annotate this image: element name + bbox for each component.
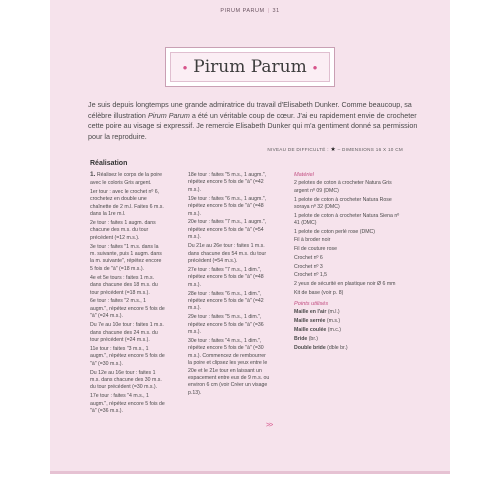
material-item: Crochet nº 1,5	[294, 272, 328, 279]
point-item	[294, 345, 404, 352]
point-abbr: (dble br.)	[325, 345, 348, 352]
title-dot-right: •	[312, 59, 318, 75]
material-item: 2 pelotes de coton à crocheter Natura Gris argent nº 09 (DMC)	[294, 180, 392, 194]
material-item: Fil de couture rose	[294, 246, 337, 253]
title-dot-left: •	[182, 59, 188, 75]
point-abbr: (br.)	[307, 336, 318, 343]
intro-paragraph	[88, 100, 418, 142]
point-abbr: (m.l.)	[326, 309, 340, 316]
title-frame	[165, 47, 335, 87]
point-name: Maille serrée	[294, 318, 326, 325]
difficulty-label: NIVEAU DE DIFFICULTÉ :	[267, 147, 329, 152]
point-item	[294, 336, 404, 343]
difficulty-line	[50, 146, 403, 153]
star-icon: ★	[330, 147, 337, 153]
instructions-column-2	[188, 172, 271, 399]
point-abbr: (m.c.)	[326, 327, 341, 334]
material-item: Fil à broder noir	[294, 237, 331, 244]
instruction-row: 19e tour : faites "6 m.s., 1 augm.", répétez encore 5 fois de "à" (=48 m.s.).	[188, 195, 267, 217]
section-title-realisation: Réalisation	[90, 160, 128, 167]
instruction-row: 29e tour : faites "5 m.s., 1 dim.", répétez encore 5 fois de "à" (=36 m.s.).	[188, 314, 264, 336]
instruction-row: 20e tour : faites "7 m.s., 1 augm.", répétez encore 5 fois de "à" (=54 m.s.).	[188, 219, 267, 241]
page-number: 31	[272, 8, 280, 14]
material-item: Crochet nº 6	[294, 254, 323, 261]
running-title: PIRUM PARUM	[220, 8, 265, 14]
next-page-arrow-icon[interactable]: >>	[266, 422, 273, 429]
material-item: 1 pelote de coton à crocheter Natura Rose soraya nº 32 (DMC)	[294, 196, 392, 210]
materials-title: Matériel	[294, 172, 314, 178]
step-intro	[90, 171, 165, 187]
point-item	[294, 309, 404, 316]
point-name: Bride	[294, 336, 308, 343]
page-title: Pirum Parum	[193, 57, 307, 77]
instruction-row: 18e tour : faites "5 m.s., 1 augm.", répétez encore 5 fois de "à" (=42 m.s.).	[188, 172, 267, 193]
material-item: 1 pelote de coton perlé rose (DMC)	[294, 228, 376, 235]
material-item: 2 yeux de sécurité en plastique noir Ø 6 mm	[294, 280, 396, 287]
instruction-row: 4e et 5e tours : faites 1 m.s. dans chacune des 18 m.s. du tour précédent (=18 m.s.).	[90, 274, 158, 296]
instruction-row: Du 7e au 10e tour : faites 1 m.s. dans chacune des 24 m.s. du tour précédent (=24 m.s.).	[90, 322, 164, 343]
instruction-row: 3e tour : faites "1 m.s. dans la m. suivante, puis 1 augm. dans la m. suivante", répétez encore 5 fois de "à" (=18 m.s.).	[90, 243, 162, 272]
instruction-row: 2e tour : faites 1 augm. dans chacune des m.s. du tour précédent (=12 m.s.).	[90, 219, 156, 241]
point-abbr: (m.s.)	[325, 318, 341, 325]
points-title: Points utilisés	[294, 301, 329, 308]
running-header	[50, 8, 450, 14]
material-item: Kit de base (voir p. 8)	[294, 289, 344, 296]
material-item: 1 pelote de coton à crocheter Natura Siena nº 41 (DMC)	[294, 212, 400, 227]
instruction-row: 1er tour : avec le crochet nº 6, crochetez en double une chaînette de 2 m.l. Faites 6 m.s. dans la 1re m.l.	[90, 188, 164, 217]
dimensions-label: – DIMENSIONS 16 X 10 CM	[337, 147, 403, 152]
instruction-row: Du 12e au 16e tour : faites 1 m.s. dans chacune des 30 m.s. du tour précédent (=30 m.s.).	[90, 369, 162, 391]
instructions-column-1	[90, 160, 165, 417]
title-inner-frame	[170, 52, 330, 82]
book-page	[50, 0, 450, 474]
instruction-row: 28e tour : faites "6 m.s., 1 dim.", répétez encore 5 fois de "à" (=42 m.s.).	[188, 290, 264, 312]
point-item	[294, 327, 404, 334]
step-text: Réalisez le corps de la poire avec le coloris Gris argent.	[90, 172, 163, 186]
instruction-row: 6e tour : faites "2 m.s., 1 augm.", répétez encore 5 fois de "à" (=24 m.s.).	[90, 298, 165, 320]
points-list	[294, 309, 404, 352]
material-item: Crochet nº 3	[294, 263, 323, 270]
instruction-row: Du 21e au 26e tour : faites 1 m.s. dans chacune des 54 m.s. du tour précédent (=54 m.s.).	[188, 243, 267, 264]
step-number: 1.	[90, 171, 96, 179]
instruction-row: 27e tour : faites "7 m.s., 1 dim.", répétez encore 5 fois de "à" (=48 m.s.).	[188, 266, 264, 288]
instruction-row: 30e tour : faites "4 m.s., 1 dim.", répétez encore 5 fois de "à" (=30 m.s.). Commencez de rembourrer la poire et clipsez les yeux entre le 20e et le 21e tour en laissant un espacement entre eux de 9 m.s. ou environ 6 cm (voir Créer un visage p.13).	[188, 338, 270, 396]
intro-italic: Pirum Parum	[147, 110, 190, 120]
point-name: Maille en l'air	[294, 309, 327, 316]
intro-text-1: Je suis depuis longtemps une grande admiratrice du travail d'Elisabeth Dunker. Comme beaucoup, sa célèbre illustration	[88, 100, 412, 120]
materials-list	[294, 180, 404, 297]
intro-text-2: a été un véritable coup de cœur. J'ai eu rapidement envie de crocheter cette poire au visage si expressif. Je remercie Elisabeth Dunker qui m'a gentiment donné sa permission pour la reproduire.	[88, 110, 418, 141]
sidebar-column	[294, 172, 404, 354]
instruction-row: 17e tour : faites "4 m.s., 1 augm.", répétez encore 5 fois de "à" (=36 m.s.).	[90, 393, 165, 415]
instruction-row: 11e tour : faites "3 m.s., 1 augm.", répétez encore 5 fois de "à" (=30 m.s.).	[90, 345, 165, 367]
point-name: Maille coulée	[294, 327, 327, 334]
header-separator: |	[267, 8, 270, 14]
point-name: Double bride	[294, 345, 326, 352]
point-item	[294, 318, 404, 325]
